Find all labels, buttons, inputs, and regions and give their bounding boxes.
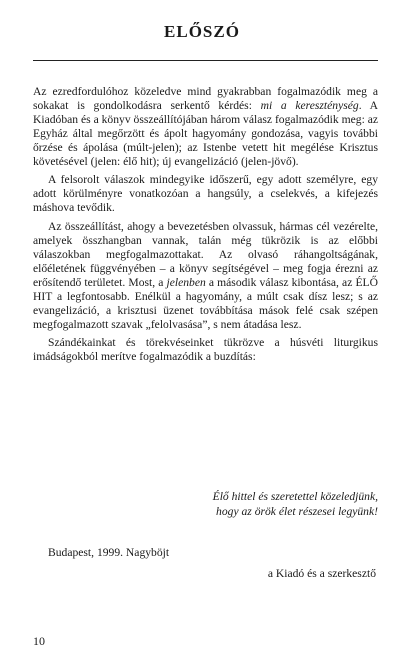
place-and-date: Budapest, 1999. Nagyböjt — [48, 546, 170, 559]
page-number: 10 — [33, 634, 45, 648]
exhortation-quote — [33, 490, 378, 519]
paragraph-1-part-2: . A Kiadóban és a könyv összeállítójában három válasz fogalmazódik meg: az Egyház által megőrzött és ápolt hagyomány gondozása, vagyis további őrzése és ápolása (múlt-jelen); az Istenbe vetett hit megélése Krisztus követésével (jelen: élő hit); új evangelizáció (jelen-jövő). — [33, 98, 379, 168]
paragraph-3-part-2: a második válasz kibontása, az ÉLŐ HIT a legfontosabb. Enélkül a hagyomány, a múlt csak dísz lesz; s az evangelizáció, a krisztusi üzenet továbbítása mások felé csak szépen megfogalmazott szavak „felolvasása”, s nem átadása lesz. — [33, 275, 378, 331]
signature: a Kiadó és a szerkesztő — [267, 567, 376, 580]
quote-line-1: Élő hittel és szeretettel közeledjünk, — [212, 490, 378, 503]
title-divider — [33, 60, 378, 61]
paragraph-3 — [33, 220, 378, 331]
paragraph-4: Szándékainkat és törekvéseinket tükrözve a húsvéti liturgikus imádságokból merítve fogalmazódik a buzdítás: — [33, 336, 378, 364]
paragraph-2: A felsorolt válaszok mindegyike időszerű, egy adott személyre, egy adott körülményre vonatkozóan a hangsúly, a cselekvés, a kifejezés máshova tevődik. — [33, 173, 378, 215]
paragraph-1 — [33, 85, 378, 168]
paragraph-3-part-1: Az összeállítást, ahogy a bevezetésben olvassuk, hármas cél vezérelte, amelyek összhangban vannak, talán még tükrözik is az előbbi válaszokban megfogalmazottakat. Az olvasó ráhangoltságának, előéletének függvényében – a könyv segítségével – meg fogja érezni az erősítendő területet. Most, a — [33, 220, 378, 289]
body-text — [33, 85, 378, 369]
page-title: ELŐSZÓ — [164, 22, 240, 41]
paragraph-3-emphasis: jelenben — [166, 275, 206, 289]
paragraph-1-part-1: Az ezredfordulóhoz közeledve mind gyakrabban fogalmazódik meg a sokakat is gondolkodásra serkentő kérdés: — [33, 85, 378, 112]
paragraph-1-emphasis: mi a kereszténység — [260, 98, 359, 112]
quote-line-2: hogy az örök élet részesei legyünk! — [216, 504, 378, 518]
